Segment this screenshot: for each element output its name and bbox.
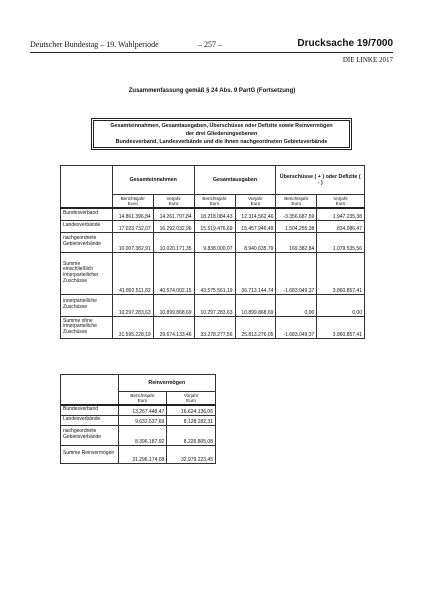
cell-value: 41.892.511,82	[112, 252, 153, 294]
cell-value: 1.947.235,38	[317, 208, 365, 220]
corner-cell	[61, 375, 119, 406]
row-label: Landesverbände	[61, 415, 119, 425]
cell-value: 31.595.228,19	[112, 316, 153, 338]
table-row	[61, 294, 365, 316]
group-reinvermoegen: Reinvermögen	[118, 375, 215, 392]
cell-value: 25.813.276,05	[235, 316, 276, 338]
col-header: Berichtsjahr Euro	[112, 195, 153, 209]
col-header: Vorjahr Euro	[235, 195, 276, 209]
cell-value: 3.860.857,41	[317, 252, 365, 294]
net-assets-table	[60, 374, 216, 464]
table-row	[61, 208, 365, 220]
corner-cell	[61, 166, 113, 209]
header-divider	[30, 52, 393, 53]
row-label: innerparteiliche Zuschüsse	[61, 294, 113, 316]
cell-value: 43.575.561,19	[194, 252, 235, 294]
cell-value: 10.020.171,35	[153, 232, 194, 252]
col-header: Berichtsjahr Euro	[118, 392, 167, 406]
cell-value: 8.128.282,31	[167, 415, 216, 425]
cell-value: 1.079.535,56	[317, 232, 365, 252]
cell-value: 15.457.946,49	[235, 220, 276, 232]
cell-value: 17.023.732,07	[112, 220, 153, 232]
cell-value: 14.261.797,84	[153, 208, 194, 220]
cell-value: 29.674.133,46	[153, 316, 194, 338]
row-label: Bundesverband	[61, 405, 119, 415]
table-row	[61, 252, 365, 294]
col-header: Vorjahr Euro	[317, 195, 365, 209]
cell-value: 10.297.283,63	[194, 294, 235, 316]
cell-value: 1.504.255,38	[276, 220, 317, 232]
col-header: Berichtsjahr Euro	[276, 195, 317, 209]
table-row	[61, 220, 365, 232]
row-label: nachgeordnete Gebietsverbände	[61, 425, 119, 445]
cell-value: 9.838.000,07	[194, 232, 235, 252]
group-ausgaben: Gesamtausgaben	[194, 166, 276, 195]
row-label: Summe einschließlich innerparteilicher Zuschüsse	[61, 252, 113, 294]
summary-banner	[93, 120, 350, 148]
row-label: Summe Reinvermögen	[61, 445, 119, 463]
table-row	[61, 405, 216, 415]
cell-value: 13.267.448,47	[118, 405, 167, 415]
page-title: Zusammenfassung gemäß § 24 Abs. 9 PartG (Fortsetzung)	[128, 88, 296, 94]
cell-value: 31.296.174,08	[118, 445, 167, 463]
cell-value: 15.519.476,69	[194, 220, 235, 232]
finance-table	[60, 165, 365, 339]
cell-value: 16.292.032,96	[153, 220, 194, 232]
cell-value: 32.979.223,45	[167, 445, 216, 463]
table-row	[61, 316, 365, 338]
cell-value: 8.396.187,92	[118, 425, 167, 445]
col-header: Vorjahr Euro	[167, 392, 216, 406]
row-label: Bundesverband	[61, 208, 113, 220]
cell-value: 8.226.805,08	[167, 425, 216, 445]
group-header-row	[61, 375, 216, 392]
banner-line-3: Bundesverband, Landesverbände und die ihnen nachgeordneten Gebietsverbände	[115, 139, 328, 145]
cell-value: 10.899.868,69	[235, 294, 276, 316]
row-label: Summe ohne innerparteiliche Zuschüsse	[61, 316, 113, 338]
cell-value: 169.382,84	[276, 232, 317, 252]
cell-value: 834.086,47	[317, 220, 365, 232]
group-ueberschuss: Überschüsse ( + ) oder Defizite ( - )	[276, 166, 365, 195]
group-header-row	[61, 166, 365, 195]
cell-value: 10.007.382,91	[112, 232, 153, 252]
group-einnahmen: Gesamteinnahmen	[112, 166, 194, 195]
banner-line-1: Gesamteinnahmen, Gesamtausgaben, Überschüsse oder Defizite sowie Reinvermögen	[110, 123, 333, 129]
row-label: nachgeordnete Gebietsverbände	[61, 232, 113, 252]
cell-value: 10.899.868,69	[153, 294, 194, 316]
party-year: DIE LINKE 2017	[342, 56, 393, 64]
cell-value: 36.713.144,74	[235, 252, 276, 294]
cell-value: 16.624.136,06	[167, 405, 216, 415]
cell-value: -1.683.049,37	[276, 316, 317, 338]
row-label: Landesverbände	[61, 220, 113, 232]
cell-value: 9.632.537,69	[118, 415, 167, 425]
page-number: – 257 –	[198, 40, 222, 49]
cell-value: 0,00	[276, 294, 317, 316]
cell-value: 10.297.283,63	[112, 294, 153, 316]
table-row	[61, 445, 216, 463]
table-row	[61, 232, 365, 252]
table-row	[61, 425, 216, 445]
cell-value: 8.940.635,79	[235, 232, 276, 252]
col-header: Berichtsjahr Euro	[194, 195, 235, 209]
cell-value: 12.314.562,46	[235, 208, 276, 220]
cell-value: 3.860.857,41	[317, 316, 365, 338]
cell-value: 14.861.396,84	[112, 208, 153, 220]
cell-value: 33.278.277,56	[194, 316, 235, 338]
banner-line-2: der drei Gliederungsebenen	[185, 131, 258, 137]
header-left: Deutscher Bundestag – 19. Wahlperiode	[30, 40, 159, 49]
document-number: Drucksache 19/7000	[297, 38, 393, 49]
cell-value: -3.356.687,59	[276, 208, 317, 220]
col-header: Vorjahr Euro	[153, 195, 194, 209]
table-row	[61, 415, 216, 425]
cell-value: -1.683.049,37	[276, 252, 317, 294]
cell-value: 40.574.002,15	[153, 252, 194, 294]
cell-value: 18.218.084,43	[194, 208, 235, 220]
cell-value: 0,00	[317, 294, 365, 316]
